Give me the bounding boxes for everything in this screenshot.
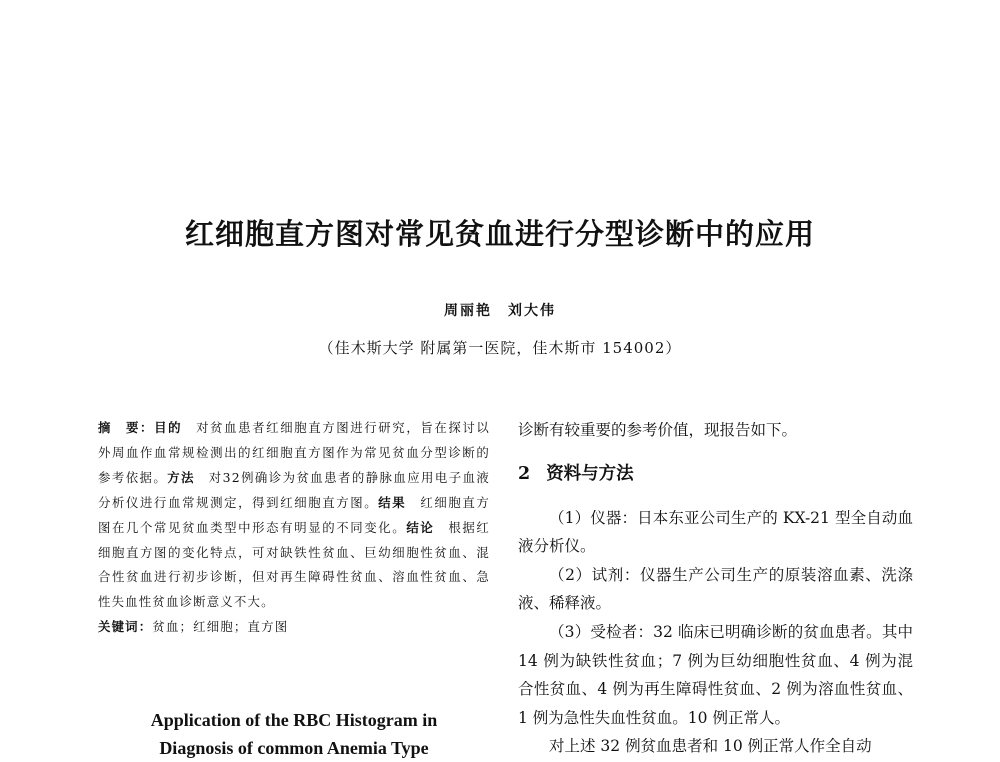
objective-text: 对贫血患者红细胞直方图进行研究，旨在探讨以外周血作血常规检测出的红细胞直方图作为常见贫血分型诊断的参考依据。 <box>98 420 490 485</box>
results-label: 结果 <box>378 494 407 510</box>
section-heading <box>518 462 913 486</box>
english-title-line-1: Application of the RBC Histogram in <box>150 710 438 730</box>
conclusion-label: 结论 <box>406 519 435 535</box>
abstract <box>98 416 490 615</box>
results-text: 红细胞直方图在几个常见贫血类型中形态有明显的不同变化。 <box>98 494 490 535</box>
methods-label: 方法 <box>167 469 195 485</box>
paper-title: 红细胞直方图对常见贫血进行分型诊断中的应用 <box>184 217 815 251</box>
body-column <box>518 416 913 761</box>
english-title-line-2: Diagnosis of common Anemia Type <box>159 738 429 758</box>
intro-paragraph: 诊断有较重要的参考价值，现报告如下。 <box>518 421 798 439</box>
authors: 周丽艳 刘大伟 <box>444 303 556 319</box>
paragraph-reagent: （2）试剂：仪器生产公司生产的原装溶血素、洗涤液、稀释液。 <box>518 565 913 613</box>
section-title: 资料与方法 <box>546 463 634 484</box>
conclusion-text: 根据红细胞直方图的变化特点，可对缺铁性贫血、巨幼细胞性贫血、混合性贫血进行初步诊断，但对再生障碍性贫血、溶血性贫血、急性失血性贫血诊断意义不大。 <box>98 519 490 610</box>
abstract-column <box>98 416 490 640</box>
keywords-text: 贫血；红细胞；直方图 <box>152 619 289 635</box>
paragraph-subjects: （3）受检者：32 临床已明确诊断的贫血患者。其中 14 例为缺铁性贫血；7 例为巨幼细胞性贫血、4 例为混合性贫血、4 例为再生障碍性贫血、2 例为溶血性贫血、1 例为急性失血性贫血。10 例正常人。 <box>518 622 913 727</box>
keywords-label: 关键词： <box>98 619 153 635</box>
english-title <box>98 706 490 762</box>
paragraph-continued: 对上述 32 例贫血患者和 10 例正常人作全自动 <box>549 737 872 756</box>
affiliation: （佳木斯大学 附属第一医院，佳木斯市 154002） <box>318 339 682 357</box>
abstract-label: 摘 要： <box>98 420 155 435</box>
objective-label: 目的 <box>154 420 183 435</box>
paragraph-instrument: （1）仪器：日本东亚公司生产的 KX-21 型全自动血液分析仪。 <box>518 508 913 556</box>
methods-text: 对32例确诊为贫血患者的静脉血应用电子血液分析仪进行血常规测定，得到红细胞直方图。 <box>98 469 491 510</box>
section-number: 2 <box>518 463 531 484</box>
keywords <box>98 615 490 640</box>
